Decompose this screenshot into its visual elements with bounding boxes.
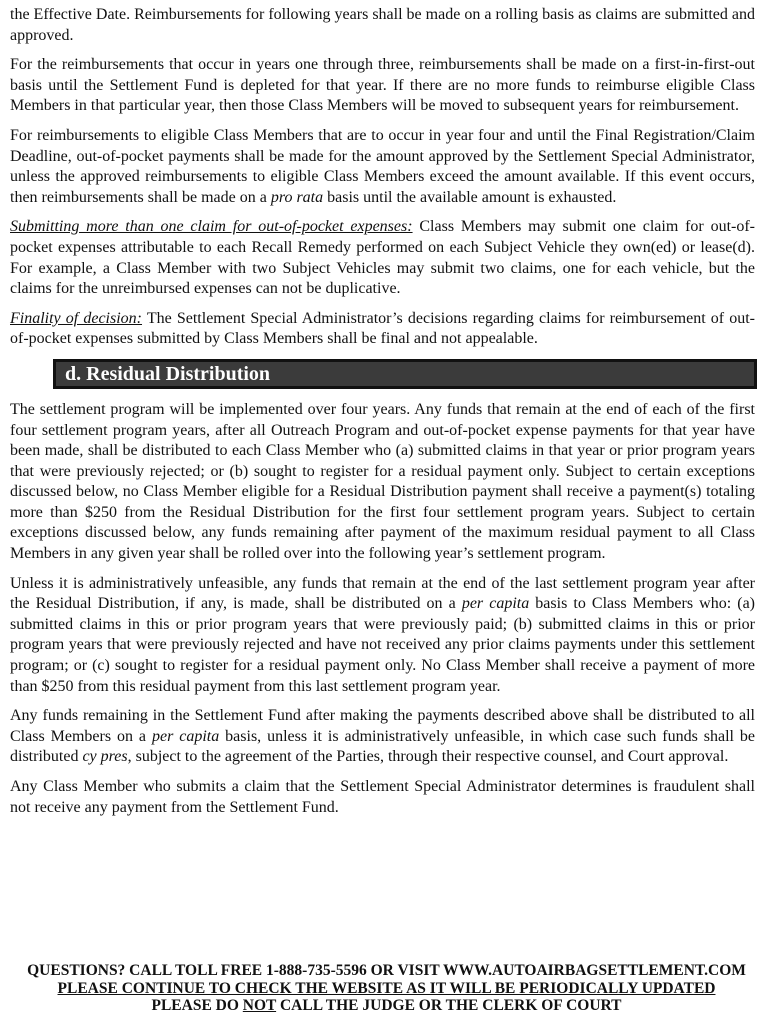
footer-do-not-call-line bbox=[0, 997, 773, 1015]
italic-term-per-capita: per capita bbox=[151, 727, 220, 745]
paragraph-fraudulent-claims: Any Class Member who submits a claim that the Settlement Special Administrator determines is fraudulent shall not receive any payment from the Settlement Fund. bbox=[10, 778, 755, 816]
paragraph-residual-program: The settlement program will be implemented over four years. Any funds that remain at the end of each of the first four settlement program years, after all Outreach Program and out-of-pocket expense payments for that year have been made, shall be distributed to each Class Member who (a) submitted claims in that year or prior program years that were previously rejected; or (b) sought to register for a residual payment only. Subject to certain exceptions discussed below, no Class Member eligible for a Residual Distribution payment shall receive a payment(s) totaling more than $250 from the Residual Distribution for the first four settlement program years. Subject to certain exceptions discussed below, any funds remaining after payment of the maximum residual payment to all Class Members in any given year shall be rolled over into the following year’s settlement program. bbox=[10, 400, 755, 563]
text-run: basis, unless it is administratively unfeasible, in which case such funds shall be distributed bbox=[10, 727, 756, 766]
subheading-finality: Finality of decision: bbox=[10, 309, 143, 327]
document-page bbox=[10, 5, 755, 827]
paragraph-residual-last-year bbox=[10, 574, 755, 698]
text-run: The Settlement Special Administrator’s decisions regarding claims for reimbursement of out-of-pocket expenses submitted by Class Members shall be final and not appealable. bbox=[10, 309, 756, 348]
text-run: Class Members may submit one claim for out-of-pocket expenses attributable to each Recall Remedy performed on each Subject Vehicle they own(ed) or lease(d). For example, a Class Member with two Subject Vehicles may submit two claims, one for each vehicle, but the claims for the unreimbursed expenses can not be duplicative. bbox=[10, 218, 755, 298]
text-run: , subject to the agreement of the Parties, through their respective counsel, and Court approval. bbox=[127, 748, 729, 766]
page-footer bbox=[0, 962, 773, 1015]
text-run: CALL THE JUDGE OR THE CLERK OF COURT bbox=[276, 997, 622, 1014]
text-run: PLEASE DO bbox=[151, 997, 243, 1014]
italic-term-cy-pres: cy pres bbox=[82, 748, 128, 766]
text-run: basis until the available amount is exhausted. bbox=[323, 188, 617, 206]
subheading-multiple-claims: Submitting more than one claim for out-of-pocket expenses: bbox=[10, 218, 413, 236]
text-run: Unless it is administratively unfeasible, any funds that remain at the end of the last settlement program year after the Residual Distribution, if any, is made, shall be distributed on a bbox=[10, 574, 755, 613]
paragraph-finality bbox=[10, 309, 755, 350]
paragraph-effective-date: the Effective Date. Reimbursements for following years shall be made on a rolling basis as claims are submitted and approved. bbox=[10, 6, 755, 44]
footer-questions-line: QUESTIONS? CALL TOLL FREE 1-888-735-5596 OR VISIT WWW.AUTOAIRBAGSETTLEMENT.COM bbox=[27, 962, 746, 979]
paragraph-remaining-funds bbox=[10, 706, 755, 768]
section-heading-residual-distribution: d. Residual Distribution bbox=[53, 359, 757, 389]
paragraph-first-in-first-out: For the reimbursements that occur in years one through three, reimbursements shall be made on a first-in-first-out basis until the Settlement Fund is depleted for that year. If there are no more funds to reimburse eligible Class Members in that particular year, then those Class Members will be moved to subsequent years for reimbursement. bbox=[10, 56, 755, 115]
footer-not-emphasis: NOT bbox=[242, 997, 277, 1014]
text-run: Any funds remaining in the Settlement Fund after making the payments described above shall be distributed to all Class Members on a bbox=[10, 707, 755, 745]
italic-term-per-capita: per capita bbox=[461, 595, 530, 613]
text-run: For reimbursements to eligible Class Members that are to occur in year four and until the Final Registration/Claim Deadline, out-of-pocket payments shall be made for the amount approved by the Settlement Special Administrator, unless the approved reimbursements to eligible Class Members exceed the amount available. If this event occurs, then reimbursements shall be made on a bbox=[10, 126, 755, 206]
text-run: basis to Class Members who: (a) submitted claims in this or prior program years that were previously paid; (b) submitted claims in this or prior program years that were previously rejected and have not received any prior claims payments under this settlement program; or (c) sought to register for a residual payment only. No Class Member shall receive a payment of more than $250 from this residual payment from this last settlement program year. bbox=[10, 595, 756, 695]
paragraph-multiple-claims bbox=[10, 217, 755, 299]
footer-website-line: PLEASE CONTINUE TO CHECK THE WEBSITE AS IT WILL BE PERIODICALLY UPDATED bbox=[57, 979, 716, 997]
italic-term-pro-rata: pro rata bbox=[270, 188, 324, 206]
paragraph-year-four bbox=[10, 126, 755, 208]
